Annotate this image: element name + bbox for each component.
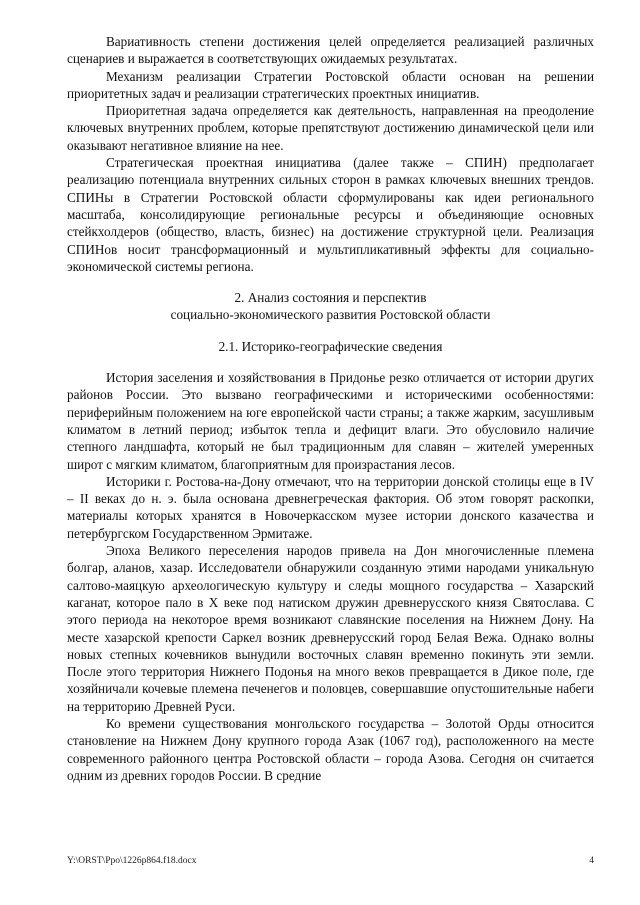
paragraph-golden-horde: Ко времени существования монгольского государства – Золотой Орды относится становление на Нижнем Дону крупного города Азак (1067 год), расположенного на месте современного районного центра Ростовской области – города Азова. Сегодня он считается одним из древних городов России. В средние — [67, 715, 594, 783]
section-heading-line2: социально-экономического развития Ростовской области — [170, 307, 491, 323]
footer-page-number: 4 — [589, 856, 594, 866]
footer-file-path: Y:\ORST\Ppo\1226p864.f18.docx — [67, 856, 197, 866]
paragraph-migration-era: Эпоха Великого переселения народов привела на Дон многочисленные племена болгар, аланов, хазар. Исследователи обнаружили созданную этими народами уникальную салтово-маяцкую археологическую культуру и следы мощного государства – Хазарский каганат, которое пало в X веке под натиском дружин древнерусского князя Святослава. С этого периода на некоторое время возникают славянские поселения на Нижнем Дону. На месте хазарской крепости Саркел возник древнерусский город Белая Вежа. Однако волны новых степных кочевников вынудили восточных славян временно покинуть эти земли. После этого территория Нижнего Подонья на много веков превращается в Дикое поле, где хозяйничали кочевые племена печенегов и половцев, совершавшие опустошительные набеги на территорию Древней Руси. — [67, 543, 594, 714]
paragraph-priority-task: Приоритетная задача определяется как деятельность, направленная на преодоление ключевых внутренних проблем, которые препятствуют достижению динамической цели или оказывают негативное влияние на нее. — [67, 103, 594, 153]
paragraph-settlement-history: История заселения и хозяйствования в Придонье резко отличается от истории других районов России. Это вызвано географическими и историческими особенностями: периферийным положением на юге европейской части страны; а также жарким, засушливым климатом в летний период; избыток тепла и дефицит влаги. Это обусловило наличие степного ландшафта, который не был традиционным для славян – жителей умеренных широт с мягким климатом, благоприятным для произрастания лесов. — [67, 370, 594, 472]
paragraph-variativity: Вариативность степени достижения целей определяется реализацией различных сценариев и выражается в соответствующих ожидаемых результатах. — [67, 34, 594, 67]
paragraph-spin: Стратегическая проектная инициатива (далее также – СПИН) предполагает реализацию потенциала внутренних сильных сторон в рамках ключевых внешних трендов. СПИНы в Стратегии Ростовской области сформулированы как идеи регионального масштаба, консолидирующие региональные ресурсы и объединяющие основных стейкхолдеров (общество, власть, бизнес) на достижение структурной цели. Реализация СПИНов носит трансформационный и мультипликативный эффекты для социально-экономической системы региона. — [67, 155, 594, 274]
paragraph-mechanism: Механизм реализации Стратегии Ростовской области основан на решении приоритетных задач и реализации стратегических проектных инициатив. — [67, 68, 594, 101]
section-heading — [67, 289, 594, 324]
subsection-heading: 2.1. Историко-географические сведения — [218, 338, 443, 354]
document-body — [67, 33, 594, 784]
section-heading-line1: 2. Анализ состояния и перспектив — [234, 290, 427, 306]
paragraph-rostov-historians: Историки г. Ростова-на-Дону отмечают, что на территории донской столицы еще в IV – II веках до н. э. была основана древнегреческая фактория. Об этом говорят раскопки, материалы которых хранятся в Новочеркасском музее истории донского казачества и петербургском Государственном Эрмитаже. — [67, 473, 594, 541]
